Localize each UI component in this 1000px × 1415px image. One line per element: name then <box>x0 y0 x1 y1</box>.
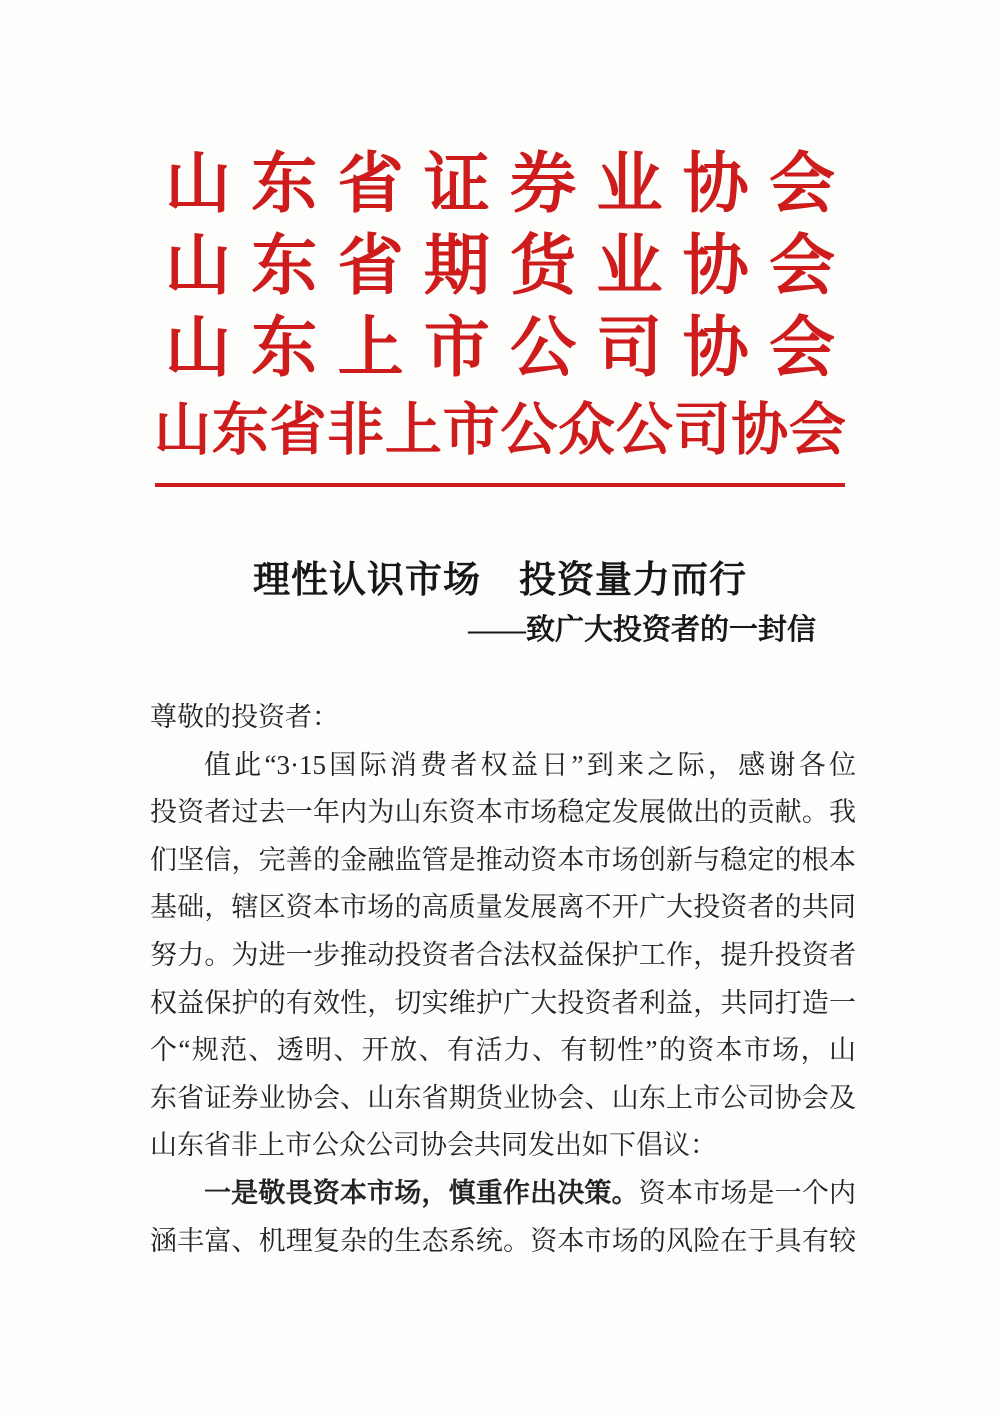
letterhead-char: 期 <box>423 230 490 303</box>
body-segment-bold: 一是敬畏资本市场，慎重作出决策。 <box>204 1177 639 1208</box>
letterhead-char: 山 <box>165 148 231 221</box>
letterhead-char: 山 <box>165 312 231 385</box>
body-line <box>150 1122 856 1170</box>
body-line <box>150 789 856 837</box>
letter-title: 理性认识市场 投资量力而行 <box>253 560 747 601</box>
letterhead <box>0 144 1000 468</box>
letterhead-char: 会 <box>788 398 846 462</box>
body-segment: 值此“3·15国际消费者权益日”到来之际，感谢各位 <box>204 749 856 780</box>
letterhead-char: 上 <box>384 398 442 462</box>
letterhead-char: 货 <box>510 230 577 303</box>
letterhead-char: 协 <box>731 398 789 462</box>
letterhead-line-securities-association <box>165 144 835 226</box>
letterhead-char: 司 <box>673 398 731 462</box>
letterhead-char: 会 <box>768 312 835 385</box>
letterhead-char: 市 <box>423 312 490 385</box>
body-line <box>150 1027 856 1075</box>
letterhead-char: 司 <box>596 312 663 385</box>
letterhead-char: 业 <box>596 230 663 303</box>
body-segment: 基础，辖区资本市场的高质量发展离不开广大投资者的共同 <box>150 892 856 923</box>
body-segment: 资本市场是一个内 <box>638 1177 857 1208</box>
letterhead-char: 市 <box>442 398 500 462</box>
letterhead-char: 非 <box>327 398 385 462</box>
body-line <box>150 837 856 885</box>
letterhead-char: 东 <box>251 312 318 385</box>
body-line <box>150 1218 856 1266</box>
letterhead-line-futures-association <box>165 226 835 308</box>
body-segment: 投资者过去一年内为山东资本市场稳定发展做出的贡献。我 <box>150 797 856 828</box>
letterhead-char: 省 <box>337 148 404 221</box>
red-divider-rule <box>155 483 845 487</box>
body-line <box>150 932 856 980</box>
body-line <box>150 1075 856 1123</box>
letterhead-char: 会 <box>768 148 835 221</box>
letterhead-line-listed-companies-association <box>165 308 835 390</box>
body-segment: 们坚信，完善的金融监管是推动资本市场创新与稳定的根本 <box>150 844 856 875</box>
letterhead-char: 众 <box>558 398 616 462</box>
letterhead-char: 公 <box>615 398 673 462</box>
letter-subtitle: ——致广大投资者的一封信 <box>467 614 816 646</box>
body-segment: 山东省非上市公众公司协会共同发出如下倡议： <box>150 1130 717 1161</box>
letterhead-char: 东 <box>251 148 318 221</box>
body-line <box>150 1170 856 1218</box>
letterhead-char: 证 <box>423 148 490 221</box>
letterhead-char: 协 <box>682 148 749 221</box>
letterhead-line-nonlisted-public-companies-association <box>154 392 846 468</box>
letterhead-char: 上 <box>337 312 404 385</box>
body-segment: 个“规范、透明、开放、有活力、有韧性”的资本市场，山 <box>150 1035 856 1066</box>
body-segment: 努力。为进一步推动投资者合法权益保护工作，提升投资者 <box>150 939 856 970</box>
letterhead-char: 协 <box>682 312 749 385</box>
letterhead-char: 公 <box>510 312 577 385</box>
body-segment: 尊敬的投资者： <box>150 702 339 732</box>
letter-body <box>150 694 856 1265</box>
body-segment: 涵丰富、机理复杂的生态系统。资本市场的风险在于具有较 <box>150 1225 856 1256</box>
body-line <box>150 742 856 790</box>
letterhead-char: 东 <box>251 230 318 303</box>
letterhead-char: 山 <box>154 398 211 462</box>
body-line <box>150 980 856 1028</box>
letterhead-char: 省 <box>269 398 327 462</box>
body-line <box>150 694 856 742</box>
letterhead-char: 协 <box>682 230 749 303</box>
letterhead-char: 业 <box>596 148 663 221</box>
letterhead-char: 公 <box>500 398 558 462</box>
letterhead-char: 山 <box>165 230 231 303</box>
letterhead-char: 会 <box>768 230 835 303</box>
body-segment: 权益保护的有效性，切实维护广大投资者利益，共同打造一 <box>150 987 856 1018</box>
letterhead-char: 券 <box>510 148 577 221</box>
body-segment: 东省证券业协会、山东省期货业协会、山东上市公司协会及 <box>150 1082 856 1113</box>
letterhead-char: 东 <box>211 398 269 462</box>
letterhead-char: 省 <box>337 230 404 303</box>
body-line <box>150 884 856 932</box>
